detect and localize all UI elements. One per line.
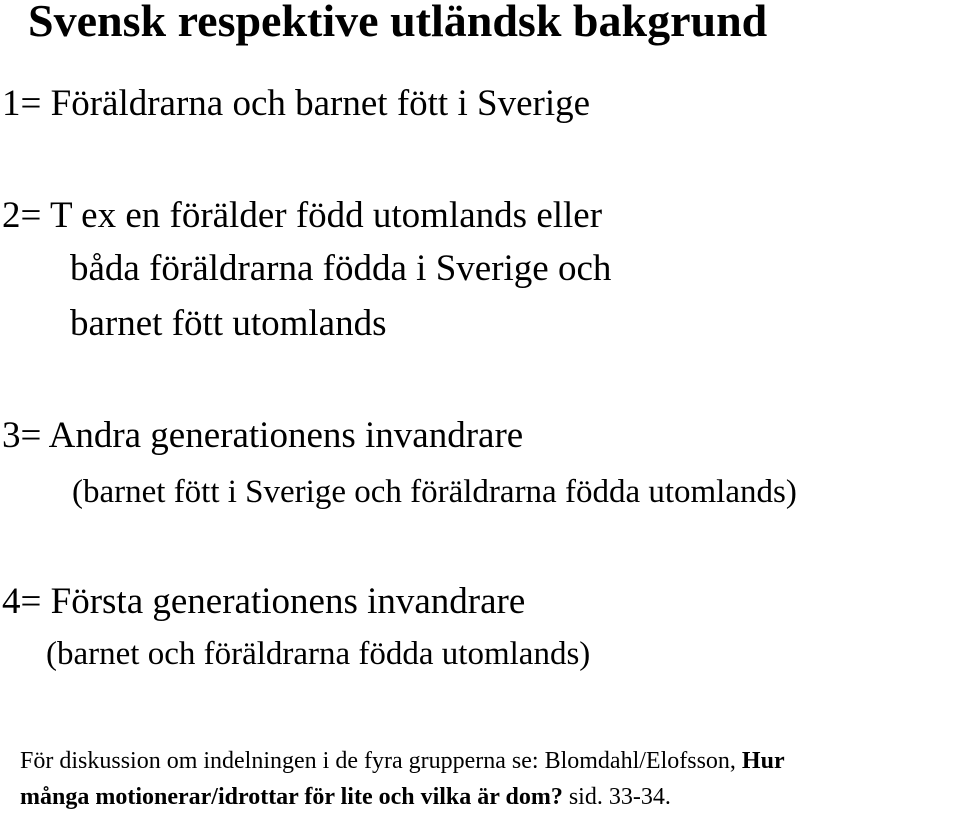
item-1 bbox=[2, 82, 590, 125]
item-3-note: (barnet fött i Sverige och föräldrarna födda utomlands) bbox=[72, 474, 797, 510]
item-3-line-1: Andra generationens invandrare bbox=[48, 415, 524, 456]
item-4 bbox=[2, 580, 525, 623]
reference-line-2 bbox=[20, 784, 671, 811]
page-title: Svensk respektive utländsk bakgrund bbox=[28, 0, 768, 46]
item-4-note: (barnet och föräldrarna födda utomlands) bbox=[46, 636, 591, 672]
item-3-number: 3= bbox=[2, 415, 42, 456]
item-2-number: 2= bbox=[2, 195, 42, 236]
item-4-number: 4= bbox=[2, 581, 42, 622]
item-2 bbox=[2, 194, 602, 237]
reference-pages: sid. 33-34. bbox=[562, 784, 671, 810]
item-4-line-1: Första generationens invandrare bbox=[50, 581, 526, 622]
reference-text: För diskussion om indelningen i de fyra grupperna se: Blomdahl/Elofsson, bbox=[20, 748, 742, 774]
item-1-number: 1= bbox=[2, 83, 42, 124]
reference-line-1 bbox=[20, 748, 785, 775]
item-3 bbox=[2, 414, 523, 457]
reference-book-title-start: Hur bbox=[741, 748, 785, 774]
reference-book-title-end: många motionerar/idrottar för lite och vilka är dom? bbox=[20, 784, 563, 810]
item-2-line-1: T ex en förälder född utomlands eller bbox=[49, 195, 603, 236]
item-2-line-3: barnet fött utomlands bbox=[70, 303, 387, 344]
item-2-line-2: båda föräldrarna födda i Sverige och bbox=[70, 248, 612, 289]
item-1-line-1: Föräldrarna och barnet fött i Sverige bbox=[50, 83, 591, 124]
